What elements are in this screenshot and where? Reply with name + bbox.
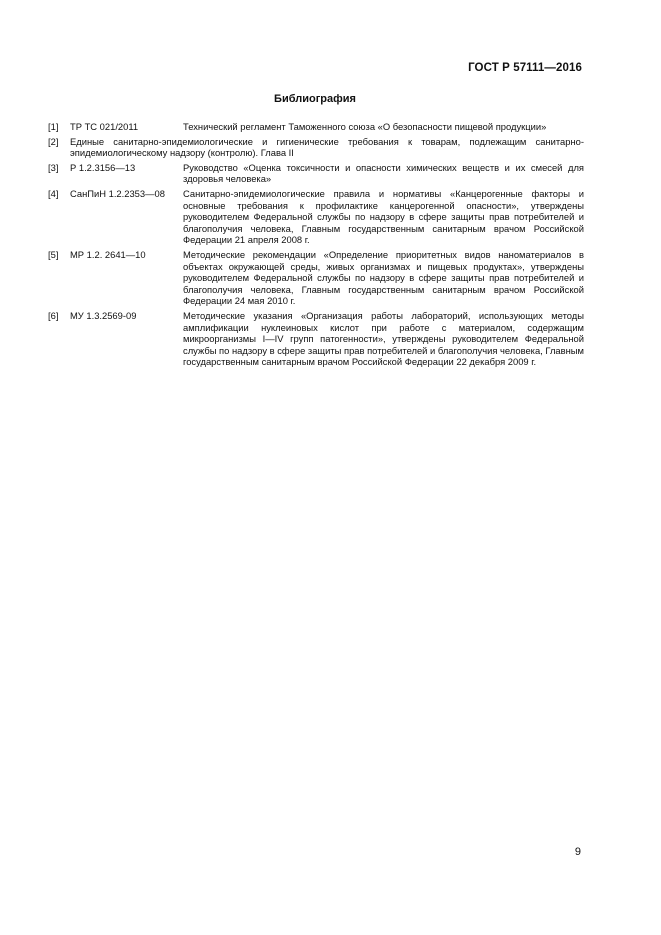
bibliography-entry-6 <box>48 310 584 368</box>
entry-text: Технический регламент Таможенного союза «О безопасности пищевой продукции» <box>183 121 547 132</box>
entry-number: [6] <box>48 309 59 321</box>
entry-text: Методические указания «Организация работы лабораторий, использующих методы амплификации нуклеиновых кислот при работе с материалом, содержащим микроорганизмы I—IV групп патогенности», утверждены руководителем Федеральной службы по надзору в сфере защиты прав потребителей и благополучия человека, Главным государственным санитарным врачом Российской Федерации 22 декабря 2009 г. <box>183 309 584 368</box>
entry-number: [3] <box>48 161 59 173</box>
bibliography-entry-1 <box>48 121 584 133</box>
bibliography-entry-2 <box>48 136 584 159</box>
entry-code: МР 1.2. 2641—10 <box>70 248 146 260</box>
entry-code: СанПиН 1.2.2353—08 <box>70 187 165 199</box>
entry-code: ТР ТС 021/2011 <box>70 121 139 132</box>
entry-number: [2] <box>48 135 59 147</box>
entry-text: Единые санитарно-эпидемиологические и гигиенические требования к товарам, подлежащим санитарно-эпидемиологическому надзору (контролю). Глава II <box>70 135 584 159</box>
bibliography-entry-5 <box>48 249 584 307</box>
entry-number: [5] <box>48 248 59 260</box>
entry-text: Руководство «Оценка токсичности и опасности химических веществ и их смесей для здоровья человека» <box>183 161 584 185</box>
page-number: 9 <box>574 846 581 858</box>
entry-number: [4] <box>48 187 59 199</box>
entry-text: Санитарно-эпидемиологические правила и нормативы «Канцерогенные факторы и основные требования к профилактике канцерогенной опасности», утверждены руководителем Федеральной службы по надзору в сфере защиты прав потребителей и благополучия человека, Главным государственным санитарным врачом Российской Федерации 21 апреля 2008 г. <box>183 187 584 246</box>
bibliography-entry-3 <box>48 162 584 185</box>
bibliography-title: Библиография <box>274 93 356 105</box>
entry-code: МУ 1.3.2569-09 <box>70 309 137 321</box>
entry-code: Р 1.2.3156—13 <box>70 161 136 173</box>
bibliography-list <box>48 121 584 371</box>
entry-number: [1] <box>48 121 59 132</box>
bibliography-entry-4 <box>48 188 584 246</box>
document-code: ГОСТ Р 57111—2016 <box>468 62 582 74</box>
entry-text: Методические рекомендации «Определение приоритетных видов наноматериалов в объектах окружающей среды, живых организмах и пищевых продуктах», утверждены руководителем Федеральной службы по надзору в сфере защиты прав потребителей и благополучия человека, Главным государственным санитарным врачом Российской Федерации 24 мая 2010 г. <box>183 248 584 307</box>
